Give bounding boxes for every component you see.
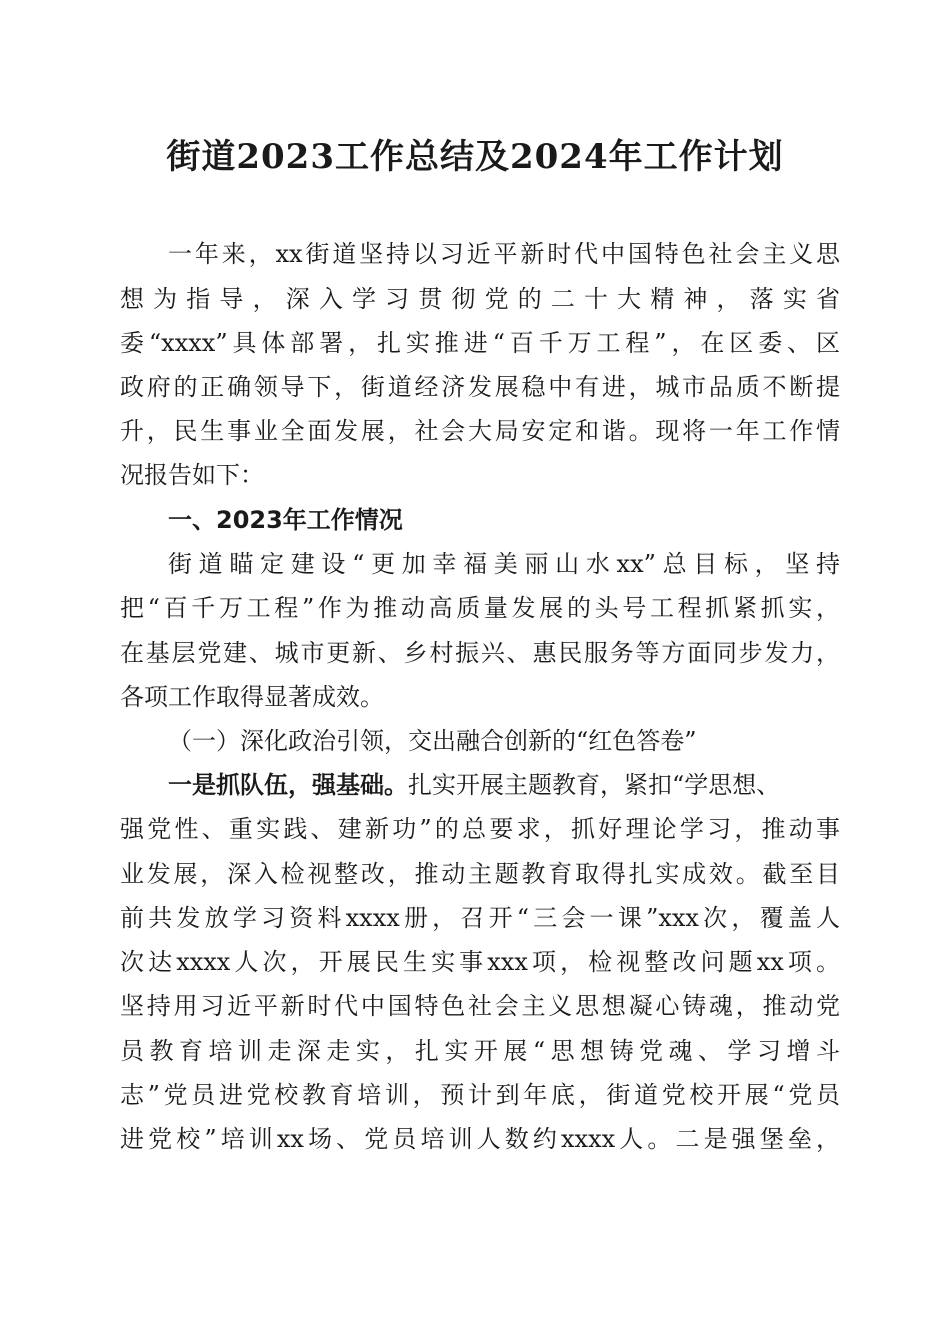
intro-line: 升，民生事业全面发展，社会大局安定和谐。现将一年工作情 [120, 417, 840, 445]
intro-line: 委“xxxx”具体部署，扎实推进“百千万工程”，在区委、区 [120, 329, 840, 357]
paragraph-line: 强党性、重实践、建新功”的总要求，抓好理论学习，推动事 [120, 815, 840, 843]
paragraph-line [168, 768, 840, 802]
paragraph-lead-rest: 扎实开展主题教育，紧扣“学思想、 [408, 771, 781, 799]
subsection-heading: （一）深化政治引领，交出融合创新的“红色答卷” [168, 727, 697, 755]
paragraph-line: 坚持用习近平新时代中国特色社会主义思想凝心铸魂，推动党 [120, 992, 840, 1020]
paragraph-line: 前共发放学习资料xxxx册，召开“三会一课”xxx次，覆盖人 [120, 904, 840, 932]
section-paragraph-line: 各项工作取得显著成效。 [120, 683, 384, 711]
paragraph-lead: 一是抓队伍，强基础。 [168, 770, 408, 799]
intro-line: 一年来，xx街道坚持以习近平新时代中国特色社会主义思 [168, 240, 840, 268]
section-paragraph-line: 街道瞄定建设“更加幸福美丽山水xx”总目标，坚持 [168, 550, 840, 578]
paragraph-line: 志”党员进党校教育培训，预计到年底，街道党校开展“党员 [120, 1081, 840, 1109]
paragraph-line: 进党校”培训xx场、党员培训人数约xxxx人。二是强堡垒， [120, 1125, 840, 1153]
document-title: 街道2023工作总结及2024年工作计划 [166, 137, 784, 177]
intro-line: 想 为 指 导 ， 深 入 学 习 贯 彻 党 的 二 十 大 精 神 ， 落 实 省 [120, 285, 840, 313]
paragraph-line: 员教育培训走深走实，扎实开展“思想铸党魂、学习增斗 [120, 1037, 840, 1065]
paragraph-line: 次达xxxx人次，开展民生实事xxx项，检视整改问题xx项。 [120, 948, 840, 976]
section-heading: 一、2023年工作情况 [168, 506, 403, 534]
section-paragraph-line: 在基层党建、城市更新、乡村振兴、惠民服务等方面同步发力， [120, 639, 840, 667]
paragraph-line: 业发展，深入检视整改，推动主题教育取得扎实成效。截至目 [120, 860, 840, 888]
section-paragraph-line: 把“百千万工程”作为推动高质量发展的头号工程抓紧抓实， [120, 594, 840, 622]
intro-line: 况报告如下： [120, 461, 264, 489]
intro-line: 政府的正确领导下，街道经济发展稳中有进，城市品质不断提 [120, 373, 840, 401]
